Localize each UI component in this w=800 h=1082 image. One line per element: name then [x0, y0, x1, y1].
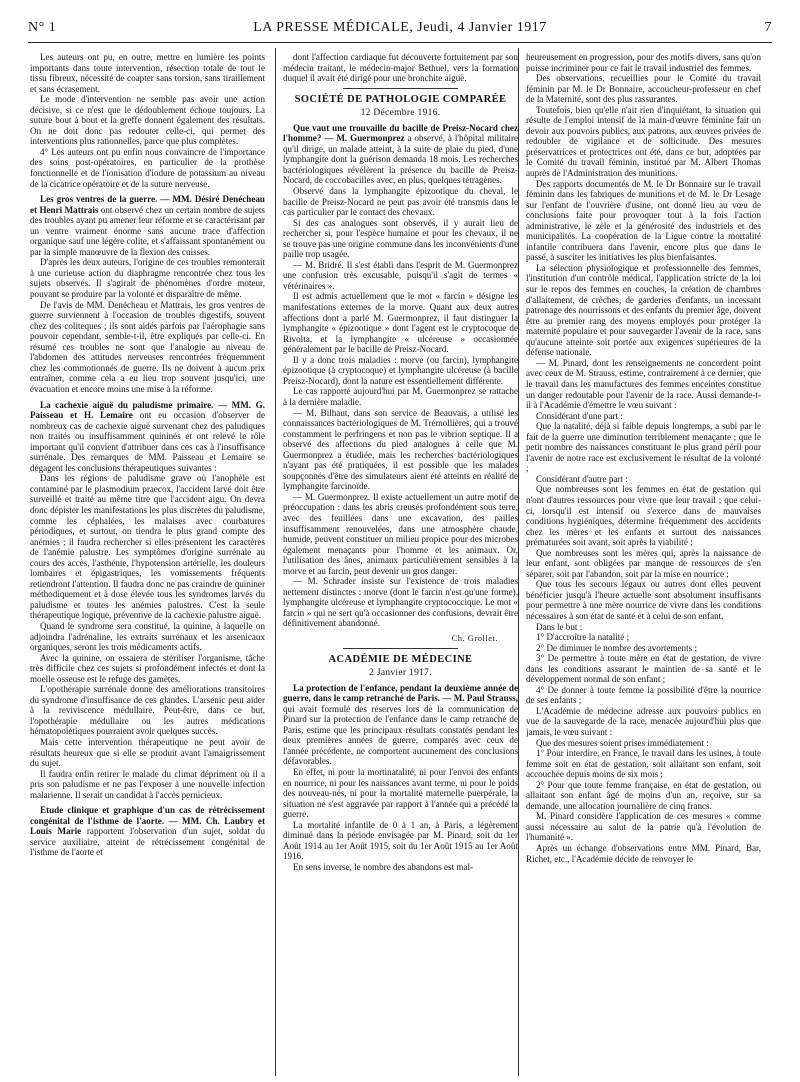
article — [283, 683, 518, 767]
paragraph: heureusement en progression, pour des motifs divers, sans qu'on puisse incriminer pour ce fait le travail industriel des femmes. — [526, 52, 761, 73]
paragraph: Dans les régions de paludisme grave où l'anophèle est contaminé par le plasmodium praecox, l'accident larvé doit être surveillé et traité au même titre que l'accident aigu. On devra donc dépister les manifestations les plus discrètes du paludisme, comme les céphalées, les malaises avec courbatures périodiques, et surtout, on tiendra le plus grand compte des anémies ; il faudra rechercher si elles présentent les caractères de l'anémie palustre. Les symptômes d'origine surrénale au cours des accès, l'asthénie, l'hypotension artérielle, les douleurs lombaires et épigastriques, les vomissements fréquents retiendront l'attention. Il faudra donc ne pas craindre de quininer méthodiquement et à dose élevée tous les syndromes larvés du paludisme et toutes les anémies palustres. C'est la seule thérapeutique logique, préventive de la cachexie palustre aiguë. — [30, 473, 265, 621]
paragraph: Le mode d'intervention ne semble pas avoir une action décisive, si ce n'est que le dédoublement échoue toujours. La suture bout à bout et la greffe donnent également des résultats. On ne doit donc pas redouter celle-ci, qui permet des interventions plus rationnelles, parce que plus complètes. — [30, 94, 265, 147]
paragraph: Quand le syndrome sera constitué, la quinine, à laquelle on adjoindra l'adrénaline, les extraits surrénaux et les arsenicaux organiques, seront les trois médicaments actifs. — [30, 620, 265, 653]
paragraph: Avec la quinine, on essaiera de stériliser l'organisme, tâche très difficile chez ces sujets si profondément infectés et dont la moelle osseuse est le refuge des gamètes. — [30, 652, 265, 684]
paragraph: — M. Bridré. Il s'est établi dans l'esprit de M. Guermonprez une confusion très excusable, puisqu'il s'agit de termes « vétérinaires ». — [283, 259, 518, 291]
article-text: a observé, à l'hôpital militaire qu'il dirige, un malade atteint, à la suite de plaie du pied, d'une lymphangite dont la guérison demanda 18 mois. Les recherches bactériologiques révélèrent la présence du bacille de Preisz-Nocard, de coccobacilles avec, en plus, quelques tétragènes. — [283, 133, 518, 186]
paragraph: L'Académie de médecine adresse aux pouvoirs publics en vue de la sauvegarde de la race, menacée aujourd'hui plus que jamais, le vœu suivant : — [526, 705, 761, 737]
paragraph: Il est admis actuellement que le mot « farcin » désigne les manifestations externes de la morve. Quant aux deux autres affections dont a parlé M. Guermonprez, il faut distinguer la lymphangite « épizootique » dont l'agent est le cryptocoque de Rivolta, et la lymphangite « ulcéreuse » occasionnée généralement par le bacille de Preisz-Nocard. — [283, 291, 518, 355]
paragraph: Le cas rapporté aujourd'hui par M. Guermonprez se rattache à la dernière maladie. — [283, 386, 518, 407]
paragraph: Que tous les secours légaux ou autres dont elles peuvent bénéficier jusqu'à l'heure actuelle sont absolument insuffisants pour permettre à une mère nourrice de vivre dans les conditions nécessaires à son état de santé et à celui de son enfant. — [526, 579, 761, 621]
paragraph: Si des cas analogues sont observés, il y aurait lieu de rechercher si, pour l'espèce humaine et pour les chevaux, il ne se trouve pas une origine commune dans les inconvénients d'une paille trop usagée. — [283, 217, 518, 260]
section-heading: ACADÉMIE DE MÉDECINE — [328, 653, 473, 665]
paragraph: 2° Pour que toute femme française, en état de gestation, ou allaitant son enfant âgé de moins d'un an, reçoive, sur sa demande, une allocation journalière de cinq francs. — [526, 779, 761, 811]
article-title: Etude clinique et graphique d'un cas de rétrécissement congénital de l'isthme de l'aorte. — MM. Ch. Laubry et Louis Marie — [30, 805, 265, 837]
article-text: ont observé chez un certain nombre de sujets des troubles ayant pu amener leur réforme et se caractérisant par un ventre vraiment énorme sans aucune trace d'affection organique sauf une légère colite, et s'affaissant spontanément ou par la simple manœuvre de la flexion des cuisses. — [30, 204, 265, 257]
running-header — [28, 20, 772, 40]
column-3 — [526, 52, 761, 1078]
paragraph: Il y a donc trois maladies : morve (ou farcin), lymphangite épizootique (à cryptocoque) et lymphangite ulcéreuse (à bacille Preisz-Nocard), dont la nature est essentiellement différente. — [283, 354, 518, 386]
paragraph: La sélection physiologique et professionnelle des femmes, l'institution d'un contrôle médical, l'application stricte de la loi sur le repos des femmes en couches, la création de chambres d'allaitement, de crèches, de garderies d'enfants, un incessant patronage des nourrissons et des enfants du premier âge, doivent être au premier rang des moyens employés pour protéger la maternité populaire et pour sauvegarder l'avenir de la race, sans qu'aucune atteinte soit portée aux exigences supérieures de la défense nationale. — [526, 262, 761, 358]
column-1 — [30, 52, 265, 1078]
paragraph: Il faudra enfin retirer le malade du climat dépriment où il a pris son paludisme et ne pas l'exposer à une nouvelle infection malarienne. Il serait un candidat à l'accès pernicieux. — [30, 768, 265, 800]
issue-number: N° 1 — [28, 20, 57, 35]
section-rule — [343, 648, 458, 649]
article-title: Que vaut une trouvaille du bacille de Preisz-Nocard chez l'homme? — M. Guermonprez — [283, 122, 518, 144]
article — [30, 400, 265, 474]
paragraph: Après un échange d'observations entre MM. Pinard, Bar, Richet, etc., l'Académie décide de renvoyer le — [526, 843, 761, 864]
paragraph: 4° De donner à toute femme la possibilité d'être la nourrice de ses enfants ; — [526, 684, 761, 706]
article — [30, 805, 265, 858]
signature: Ch. Grollet. — [451, 632, 498, 643]
journal-title: LA PRESSE MÉDICALE, Jeudi, 4 Janvier 1917 — [253, 20, 547, 35]
paragraph: En effet, ni pour la mortinatalité, ni pour l'envoi des enfants en nourrice, ni pour les naissances avant terme, ni pour le poids des nouveau-nés, ni pour la mortalité maternelle puerpérale, la situation ne s'est aggravée par rapport à l'année qui a précédé la guerre. — [283, 767, 518, 820]
paragraph: Que la natalité, déjà si faible depuis longtemps, a subi par le fait de la guerre une diminution terriblement menaçante ; que le petit nombre des naissances constituant le plus grand péril pour l'avenir de notre race est exclusivement le résultat de la volonté ; — [526, 421, 761, 474]
article-text: ont eu occasion d'observer de nombreux cas de cachexie aiguë survenant chez des paludiques non traités ou insuffisamment quininés et ont relevé le rôle important qu'il convient d'attribuer dans ces cas à l'insuffisance surrénale. Des remarques de MM. Paisseau et Lemaire se dégagent les conclusions thérapeutiques suivantes : — [30, 410, 265, 473]
paragraph: Considérant d'une part : — [536, 410, 623, 421]
page-number: 7 — [764, 20, 772, 35]
paragraph: M. Pinard considère l'application de ces mesures « comme aussi nécessaire au salut de la patrie qu'à l'évolution de l'humanité ». — [526, 811, 761, 843]
paragraph: — M. Guermonprez. Il existe actuellement un autre motif de préoccupation : dans les abris creusés profondément sous terre, avec des feuillées dans une excavation, des pailles insuffisamment renouvelées, dans une atmosphère chaude, humide, peuvent constituer un milieu propice pour des microbes également menaçants pour l'homme et les animaux. Or, l'utilisation des ânes, animaux particulièrement sensibles à la morve et au farcin, peut devenir un gros danger. — [283, 491, 518, 576]
article-title: La cachexie aiguë du paludisme primaire. — MM. G. Paisseau et H. Lemaire — [30, 399, 265, 421]
paragraph: Dans le but : — [536, 621, 583, 632]
paragraph: 2° De diminuer le nombre des avortements ; — [536, 642, 697, 653]
paragraph: 1° Pour interdire, en France, le travail dans les usines, à toute femme soit en état de gestation, soit allaitant son enfant, soit accouchée depuis moins de six mois ; — [526, 748, 761, 780]
article — [283, 123, 518, 186]
paragraph: — M. Pinard, dont les renseignements ne concordent point avec ceux de M. Strauss, estime, contrairement à ce dernier, que le travail dans les manufactures des femmes enceintes constitue un danger redoutable pour l'avenir de la race. Aussi demande-t-il à l'Académie d'émettre le vœu suivant : — [526, 357, 761, 411]
article-text: qui avait formulé des réserves lors de la communication de Pinard sur la protection de l'enfance dans le camp retranché de Paris, estime que les principaux résultats constatés pendant les deux premières années de guerre, comparés avec ceux de l'année précédente, ne comportent aucunement des conclusions défavorables. — [283, 703, 518, 767]
paragraph: 3° De permettre à toute mère en état de gestation, de vivre dans les conditions assurant le maintien de sa santé et le développement normal de son enfant ; — [526, 653, 761, 685]
article-title: Les gros ventres de la guerre. — MM. Désiré Denécheau et Henri Mattrais — [30, 194, 265, 215]
paragraph: La mortalité infantile de 0 à 1 an, à Paris, a légèrement diminué dans la période envisagée par M. Pinard, soit du 1er Août 1914 au 1er Août 1915, soit du 1er Août 1915 au 1er Août 1916. — [283, 819, 518, 862]
paragraph: — M. Bilhaut, dans son service de Beauvais, a utilisé les connaissances bactériologiques de M. Trémollières, qui a trouvé constamment le perfringens et non pas le vibrion septique. Il a observé des affections du pied analogues à celle que M. Guermonprez a étudiée, mais les recherches bactériologiques n'ayant pas été pratiquées, il est possible que les malades soupçonnés d'être des simulateurs aient été atteints en réalité de lymphangite farcinoïde. — [283, 407, 518, 492]
paragraph: D'après les deux auteurs, l'origine de ces troubles remonterait à une curieuse action du diaphragme rencontrée chez tous les sujets observés. Il s'agirait de phénomènes d'ordre moteur, pouvant se produire par la volonté et disparaître de même. — [30, 257, 265, 300]
paragraph: Que nombreuses sont les femmes en état de gestation qui n'ont d'autres ressources pour vivre que leur travail ; que celui-ci, lorsqu'il est intensif ou s'exerce dans de mauvaises conditions hygiéniques, détermine fréquemment des accidents chez les mères et les enfants et surtout des naissances prématurées soit avant, soit après la viabilité ; — [526, 484, 761, 548]
column-divider — [275, 48, 276, 1076]
section-heading: SOCIÉTÉ DE PATHOLOGIE COMPARÉE — [294, 93, 507, 105]
section-rule — [343, 88, 458, 89]
article — [30, 194, 265, 257]
paragraph: L'opothérapie surrénale donne des améliorations transitoires du syndrome d'insuffisance de ces glandes. L'arsenic peut aider à la reviviscence médullaire. Peut-être, dans ce but, l'opothérapie médullaire ou les autres médications hématopoïétiques pourraient avoir quelques succès. — [30, 684, 265, 737]
paragraph: dont l'affection cardiaque fut découverte fortuitement par son médecin traitant, le médecin-major Bethuel, vers la formation duquel il avait été dirigé pour une bronchite aiguë. — [283, 52, 518, 84]
paragraph: Observé dans la lymphangite épizootique du cheval, le bacille de Preisz-Nocard ne peut pas avoir été transmis dans le cas particulier par le contact des chevaux. — [283, 186, 518, 218]
paragraph: En sens inverse, le nombre des abandons est mal- — [293, 861, 474, 872]
paragraph: De l'avis de MM. Denécheau et Mattrais, les gros ventres de guerre surviennent à l'occasion de troubles digestifs, souvent chez des coliteques ; ils sont aidés parfois par l'aérophagie sans pouvoir cependant, semble-t-il, être expliqués par celle-ci. En résumé ces troubles ne sont que l'analogie au niveau de l'abdomen des attitudes nerveuses rencontrées fréquemment chez les commotionnés de guerre. Ils ne doivent à aucun prix entraîner, comme cela a eu lieu trop souvent jusqu'ici, une évacuation et encore moins une mise à la réforme. — [30, 299, 265, 394]
paragraph: Des rapports documentés de M. le Dr Bonnaire sur le travail féminin dans les fabriques de munitions et de M. le Dr Lesage sur l'enfant de l'ouvrière d'usine, ont donné lieu au vœu de conclusions faite pour provoquer tout à la fois l'action administrative, le zèle et la générosité des industriels et des municipalités. La coopération de la Ligue contre la mortalité infantile contribuera dans l'avenir, encore plus que dans le passé, à susciter les initiatives les plus bienfaisantes. — [526, 178, 761, 263]
paragraph: Que nombreuses sont les mères qui, après la naissance de leur enfant, sont obligées par manque de ressources de s'en séparer, soit par l'abandon, soit par la mise en nourrice ; — [526, 547, 761, 579]
session-date: 2 Janvier 1917. — [369, 668, 432, 679]
paragraph: 4° Les auteurs ont pu enfin nous convaincre de l'importance des soins post-opératoires, en particulier de la prothèse fonctionnelle et de l'ionisation d'iodure de potassium au niveau de la cicatrice opératoire et de la suture nerveuse. — [30, 146, 265, 189]
column-divider — [518, 48, 519, 1076]
session-date: 12 Décembre 1916. — [360, 108, 441, 119]
article-title: La protection de l'enfance, pendant la deuxième année de guerre, dans le camp retranché de Paris. — M. Paul Strauss, — [283, 682, 518, 704]
paragraph: Des observations, recueillies pour le Comité du travail féminin par M. le Dr Bonnaire, accoucheur-professeur en chef de la Maternité, sont des plus rassurantes. — [526, 73, 761, 105]
paragraph: 1° D'accroître la natalité ; — [536, 632, 630, 643]
paragraph: Mais cette intervention thérapeutique ne peut avoir de résultats heureux que si elle se produit avant l'amaigrissement du sujet. — [30, 737, 265, 769]
column-2 — [283, 52, 518, 1078]
paragraph: Que des mesures soient prises immédiatement : — [536, 737, 709, 748]
paragraph: Les auteurs ont pu, en outre, mettre en lumière les points importants dans toute intervention, résection totale de tout le tissu fibreux, nécessité de coapter sans torsion, sans tiraillement et sans écrasement. — [30, 52, 265, 94]
article-text: rapportent l'observation d'un sujet, soldat du service auxiliaire, atteint de rétrécissement congénital de l'isthme de l'aorte et — [30, 826, 265, 858]
paragraph: Toutefois, bien qu'elle n'ait rien d'inquiétant, la situation qui résulte de l'emploi intensif de la main-d'œuvre féminine fait un devoir aux pouvoirs publics, aux patrons, aux œuvres privées de redoubler de vigilance et de sollicitude. Des mesures préservatrices et protectrices ont été, dans ce but, adoptées par le Comité du travail féminin, institué par M. Albert Thomas auprès de l'Administration des munitions. — [526, 104, 761, 179]
paragraph: — M. Schrader insiste sur l'existence de trois maladies nettement distinctes : morve (dont le farcin n'est qu'une forme), lymphangite ulcéreuse et lymphangite cryptococcique. Le mot « farcin » qui ne sert qu'à occasionner des confusions, devrait être définitivement abandonné. — [283, 576, 518, 629]
paragraph: Considérant d'autre part : — [536, 473, 628, 484]
header-rule — [28, 42, 772, 43]
